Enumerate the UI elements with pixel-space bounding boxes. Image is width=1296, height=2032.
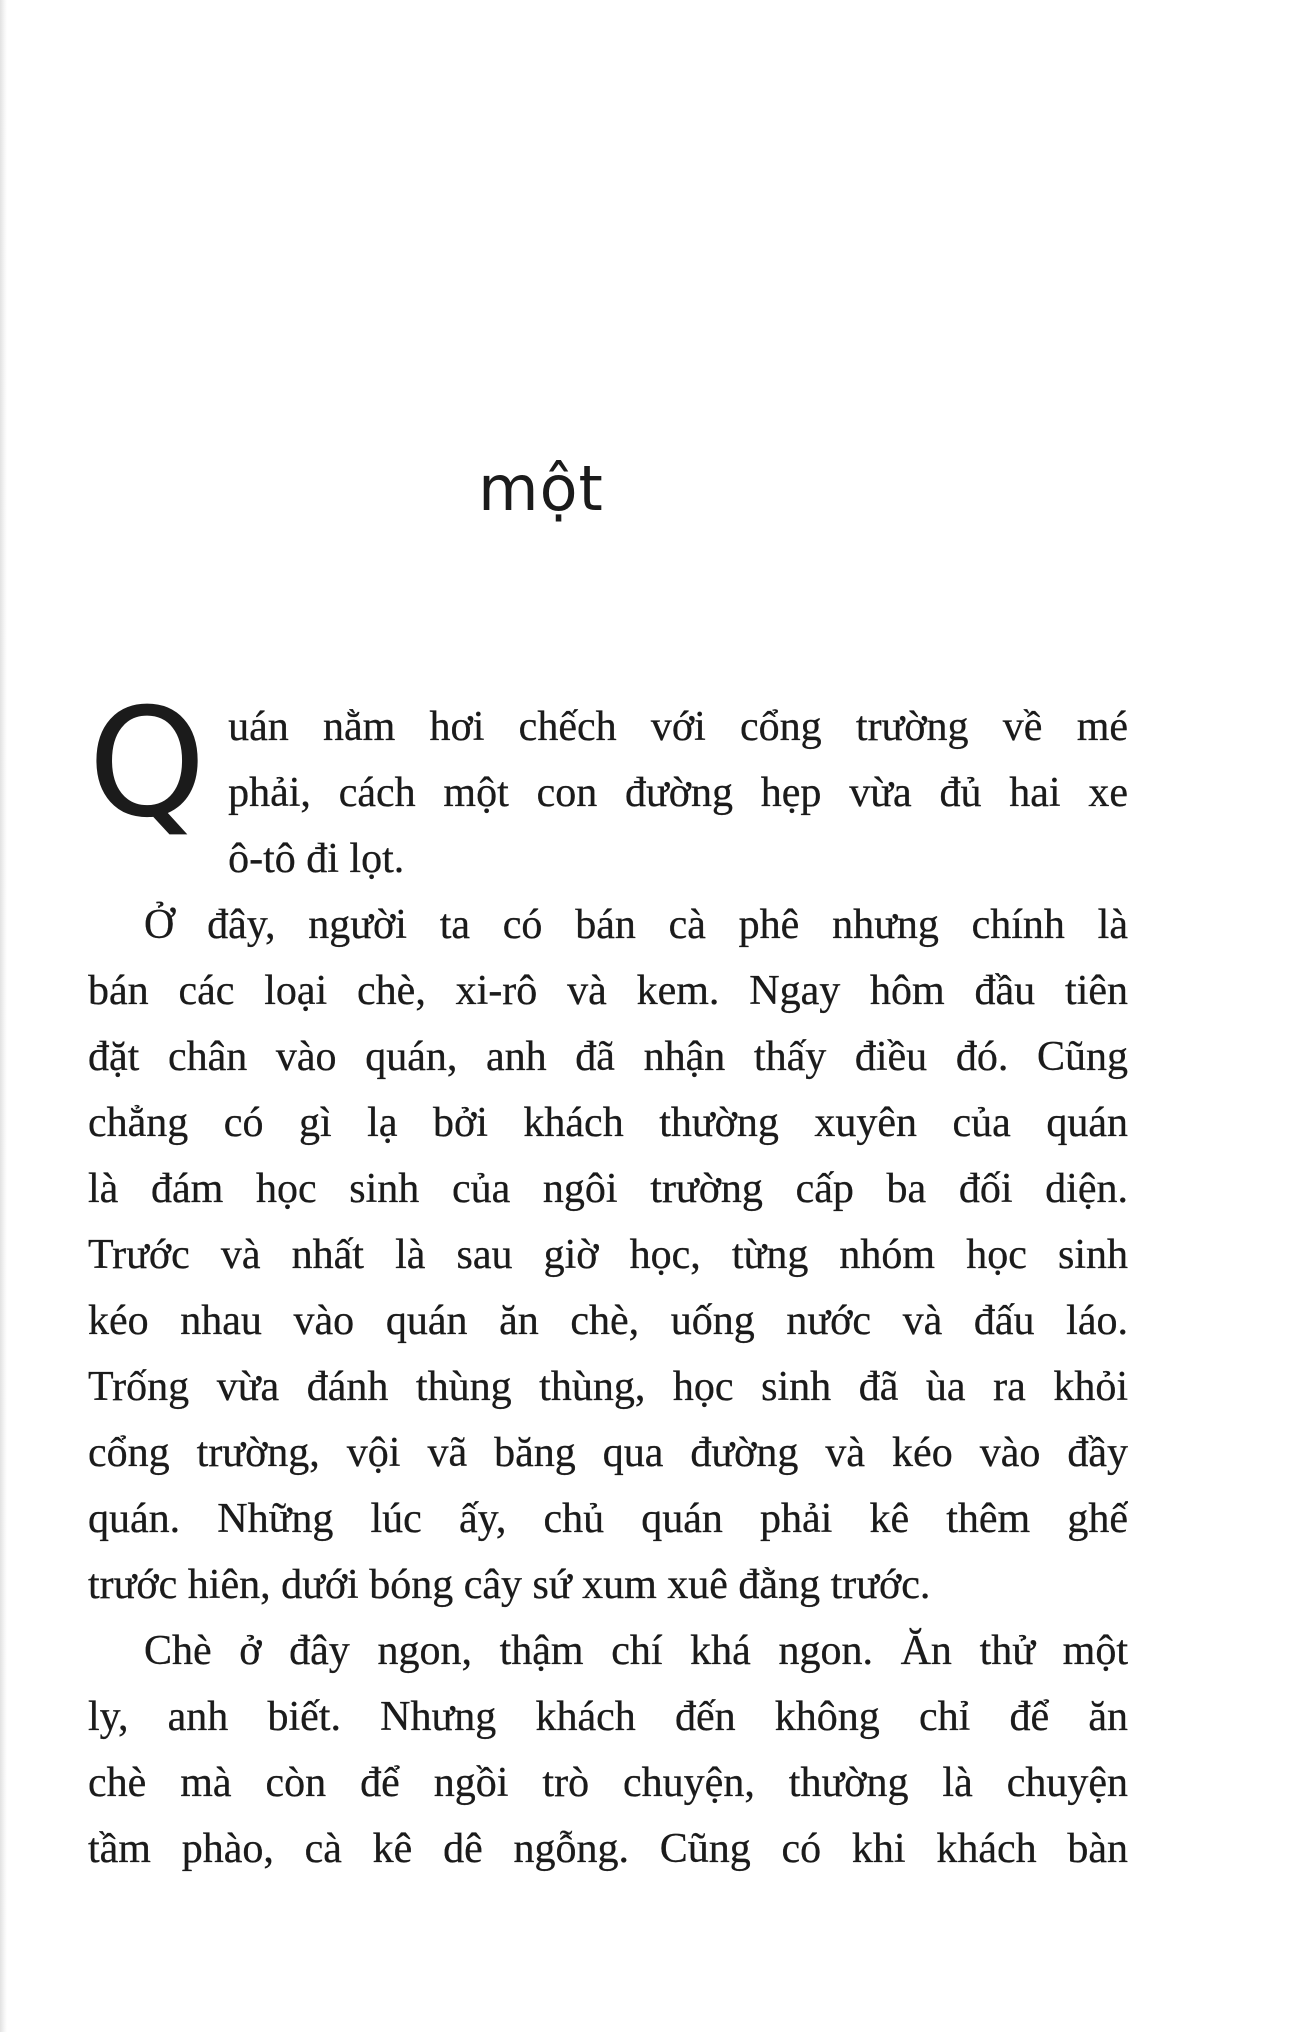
- text-line: bán các loại chè, xi-rô và kem. Ngay hôm đầu tiên: [88, 968, 1128, 1014]
- text-line: trước hiên, dưới bóng cây sứ xum xuê đằng trước.: [88, 1562, 931, 1608]
- drop-cap: Q: [88, 677, 207, 851]
- paragraph: [88, 1618, 1128, 1882]
- text-line: uán nằm hơi chếch với cổng trường về mé: [228, 704, 1128, 750]
- text-line: chè mà còn để ngồi trò chuyện, thường là chuyện: [88, 1760, 1128, 1806]
- text-line: quán. Những lúc ấy, chủ quán phải kê thêm ghế: [88, 1496, 1128, 1542]
- page-edge-shadow: [0, 0, 7, 2032]
- text-line: đặt chân vào quán, anh đã nhận thấy điều đó. Cũng: [88, 1034, 1128, 1080]
- body-text: [88, 677, 1128, 1882]
- text-line: Ở đây, người ta có bán cà phê nhưng chính là: [144, 902, 1128, 948]
- text-line: phải, cách một con đường hẹp vừa đủ hai xe: [228, 770, 1128, 816]
- text-line: Trước và nhất là sau giờ học, từng nhóm học sinh: [88, 1232, 1128, 1278]
- text-line: là đám học sinh của ngôi trường cấp ba đối diện.: [88, 1166, 1128, 1212]
- paragraph: [88, 892, 1128, 1618]
- text-line: ô-tô đi lọt.: [228, 836, 405, 882]
- text-line: kéo nhau vào quán ăn chè, uống nước và đấu láo.: [88, 1298, 1128, 1344]
- paragraph: [88, 677, 1128, 892]
- text-line: Chè ở đây ngon, thậm chí khá ngon. Ăn thử một: [144, 1628, 1128, 1674]
- text-line: tầm phào, cà kê dê ngỗng. Cũng có khi khách bàn: [88, 1826, 1128, 1872]
- text-line: chẳng có gì lạ bởi khách thường xuyên của quán: [88, 1100, 1128, 1146]
- text-line: cổng trường, vội vã băng qua đường và kéo vào đầy: [88, 1430, 1128, 1476]
- text-line: Trống vừa đánh thùng thùng, học sinh đã ùa ra khỏi: [88, 1364, 1128, 1410]
- chapter-title: một: [478, 452, 604, 525]
- text-line: ly, anh biết. Nhưng khách đến không chỉ để ăn: [88, 1694, 1128, 1740]
